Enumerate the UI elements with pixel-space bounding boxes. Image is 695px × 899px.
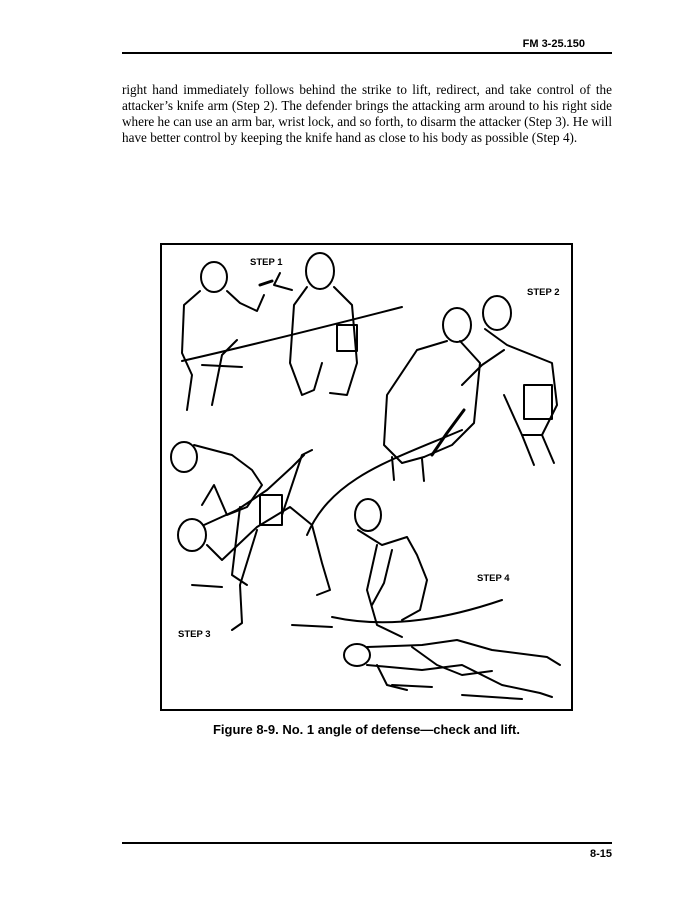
step4-defender-figure — [355, 499, 427, 637]
figure-caption: Figure 8-9. No. 1 angle of defense—check and lift. — [212, 722, 520, 737]
step1-label: STEP 1 — [250, 257, 283, 268]
step1-attacker-figure — [182, 262, 272, 410]
step4-attacker-figure — [344, 640, 560, 697]
page-number: 8-15 — [589, 848, 612, 860]
step3-attacker-figure — [171, 442, 262, 585]
step2-attacker-figure — [384, 308, 480, 481]
step2-defender-figure — [462, 296, 557, 465]
figure-illustration — [160, 243, 573, 711]
step4-label: STEP 4 — [477, 573, 510, 584]
header-rule — [122, 52, 612, 54]
step3-label: STEP 3 — [178, 629, 211, 640]
step2-label: STEP 2 — [527, 287, 560, 298]
technique-drawing — [162, 245, 571, 709]
body-paragraph: right hand immediately follows behind the strike to lift, redirect, and take control of the attacker’s knife arm (Step 2). The defender brings the attacking arm around to his right side where he can use an arm bar, wrist lock, and so forth, to disarm the attacker (Step 3). He will have better control by keeping the knife hand as close to his body as possible (Step 4). — [122, 82, 612, 145]
footer-rule — [122, 842, 612, 844]
step3-defender-figure — [178, 450, 330, 630]
step1-defender-figure — [274, 253, 357, 395]
document-id: FM 3-25.150 — [522, 38, 585, 50]
